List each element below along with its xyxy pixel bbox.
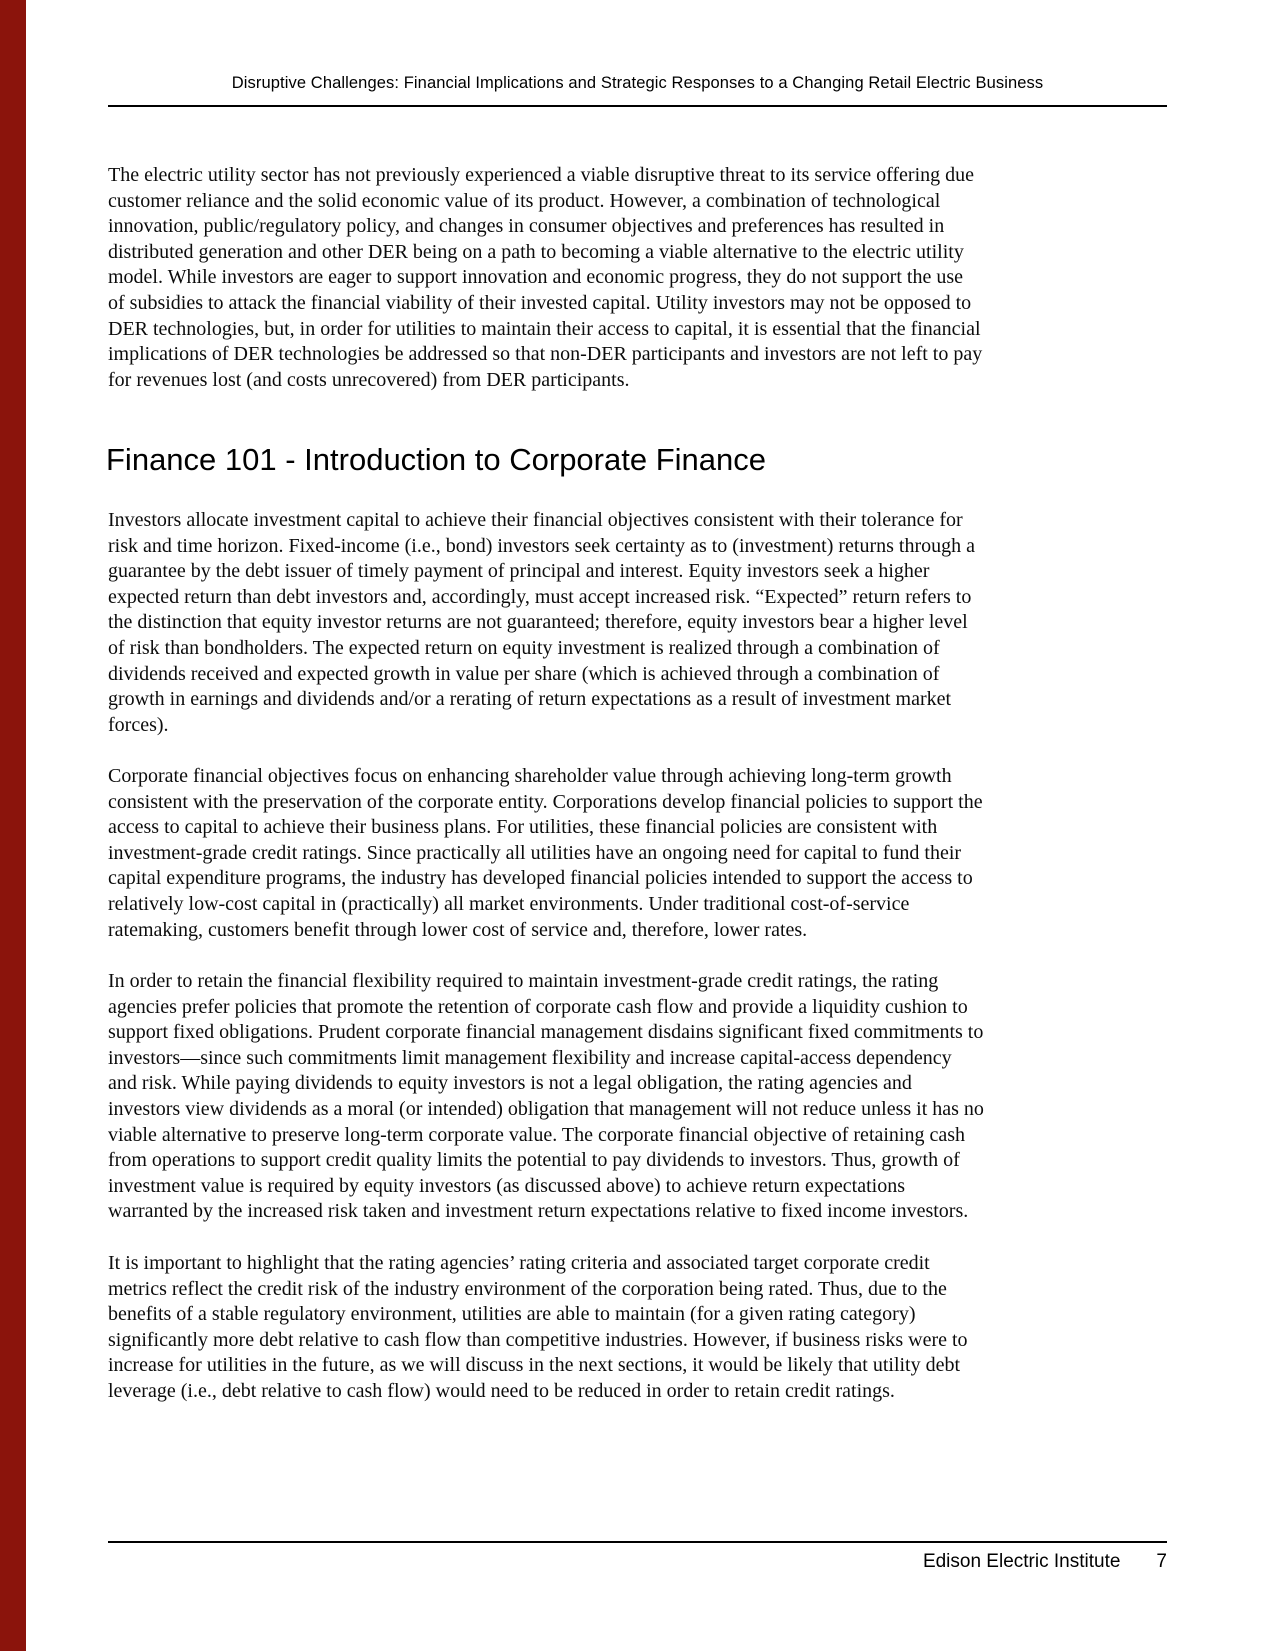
body-paragraph [108, 1251, 1218, 1405]
text-line: for revenues lost (and costs unrecovered) from DER participants. [108, 368, 630, 391]
text-line: forces). [108, 713, 169, 736]
text-line: agencies prefer policies that promote the retention of corporate cash flow and provide a liquidity cushion to [108, 995, 968, 1018]
text-line: innovation, public/regulatory policy, and changes in consumer objectives and preferences has resulted in [108, 215, 945, 238]
text-line: significantly more debt relative to cash flow than competitive industries. However, if business risks were to [108, 1328, 968, 1351]
text-line: access to capital to achieve their business plans. For utilities, these financial policies are consistent with [108, 816, 938, 839]
text-line: viable alternative to preserve long-term corporate value. The corporate financial objective of retaining cash [108, 1123, 966, 1146]
text-line: risk and time horizon. Fixed-income (i.e., bond) investors seek certainty as to (investment) returns through a [108, 534, 976, 557]
text-line: distributed generation and other DER being on a path to becoming a viable alternative to the electric utility [108, 240, 964, 263]
text-line: In order to retain the financial flexibility required to maintain investment-grade credit ratings, the rating [108, 970, 939, 992]
text-line: growth in earnings and dividends and/or a rerating of return expectations as a result of investment market [108, 688, 952, 711]
footer-organization: Edison Electric Institute [922, 1551, 1121, 1572]
text-line: leverage (i.e., debt relative to cash flow) would need to be reduced in order to retain credit ratings. [108, 1379, 895, 1402]
text-line: from operations to support credit quality limits the potential to pay dividends to investors. Thus, growth of [108, 1149, 960, 1172]
text-line: guarantee by the debt issuer of timely payment of principal and interest. Equity investors seek a higher [108, 560, 930, 583]
text-line: the distinction that equity investor returns are not guaranteed; therefore, equity investors bear a higher level [108, 611, 968, 634]
text-line: of risk than bondholders. The expected return on equity investment is realized through a combination of [108, 636, 940, 659]
running-header-title: Disruptive Challenges: Financial Implications and Strategic Responses to a Changing Retail Electric Business [231, 74, 1044, 92]
text-line: and risk. While paying dividends to equity investors is not a legal obligation, the rating agencies and [108, 1072, 912, 1095]
body-paragraph [108, 969, 1218, 1225]
footer-page-number: 7 [1156, 1551, 1167, 1572]
text-line: consistent with the preservation of the corporate entity. Corporations develop financial policies to support the [108, 790, 983, 813]
text-line: investors—since such commitments limit management flexibility and increase capital-access dependency [108, 1046, 952, 1069]
text-line: expected return than debt investors and, accordingly, must accept increased risk. “Expected” return refers to [108, 585, 972, 608]
text-line: increase for utilities in the future, as we will discuss in the next sections, it would be likely that utility debt [108, 1354, 961, 1377]
text-line: capital expenditure programs, the industry has developed financial policies intended to support the access to [108, 867, 973, 890]
text-line: investment value is required by equity investors (as discussed above) to achieve return expectations [108, 1174, 905, 1197]
text-line: metrics reflect the credit risk of the industry environment of the corporation being rated. Thus, due to the [108, 1277, 947, 1300]
text-line: investment-grade credit ratings. Since practically all utilities have an ongoing need for capital to fund their [108, 841, 962, 864]
intro-paragraph [108, 163, 1218, 393]
text-line: relatively low-cost capital in (practically) all market environments. Under traditional cost-of-service [108, 892, 910, 915]
footer-rule [108, 1541, 1167, 1543]
text-line: Corporate financial objectives focus on enhancing shareholder value through achieving long-term growth [108, 765, 952, 787]
body-paragraph [108, 764, 1218, 943]
text-line: Investors allocate investment capital to achieve their financial objectives consistent with their tolerance for [108, 509, 963, 531]
text-line: DER technologies, but, in order for utilities to maintain their access to capital, it is essential that the financial [108, 317, 981, 340]
text-line: of subsidies to attack the financial viability of their invested capital. Utility investors may not be opposed to [108, 291, 972, 314]
text-line: dividends received and expected growth in value per share (which is achieved through a combination of [108, 662, 940, 685]
page-edge-accent-bar [0, 0, 26, 1651]
text-line: ratemaking, customers benefit through lower cost of service and, therefore, lower rates. [108, 918, 808, 941]
text-line: benefits of a stable regulatory environment, utilities are able to maintain (for a given rating category) [108, 1303, 916, 1326]
text-line: customer reliance and the solid economic value of its product. However, a combination of technological [108, 189, 941, 212]
text-line: investors view dividends as a moral (or intended) obligation that management will not reduce unless it has no [108, 1097, 984, 1120]
header-rule [108, 105, 1167, 107]
text-line: implications of DER technologies be addressed so that non-DER participants and investors are not left to pay [108, 343, 983, 366]
text-line: It is important to highlight that the rating agencies’ rating criteria and associated target corporate credit [108, 1252, 930, 1274]
text-line: model. While investors are eager to support innovation and economic progress, they do not support the use [108, 266, 963, 289]
text-line: warranted by the increased risk taken and investment return expectations relative to fixed income investors. [108, 1200, 969, 1223]
text-line: The electric utility sector has not previously experienced a viable disruptive threat to its service offering due [108, 164, 974, 186]
page-footer [108, 1551, 1167, 1573]
section-heading: Finance 101 - Introduction to Corporate Finance [106, 442, 766, 477]
text-line: support fixed obligations. Prudent corporate financial management disdains significant fixed commitments to [108, 1021, 984, 1044]
body-paragraph [108, 508, 1218, 738]
